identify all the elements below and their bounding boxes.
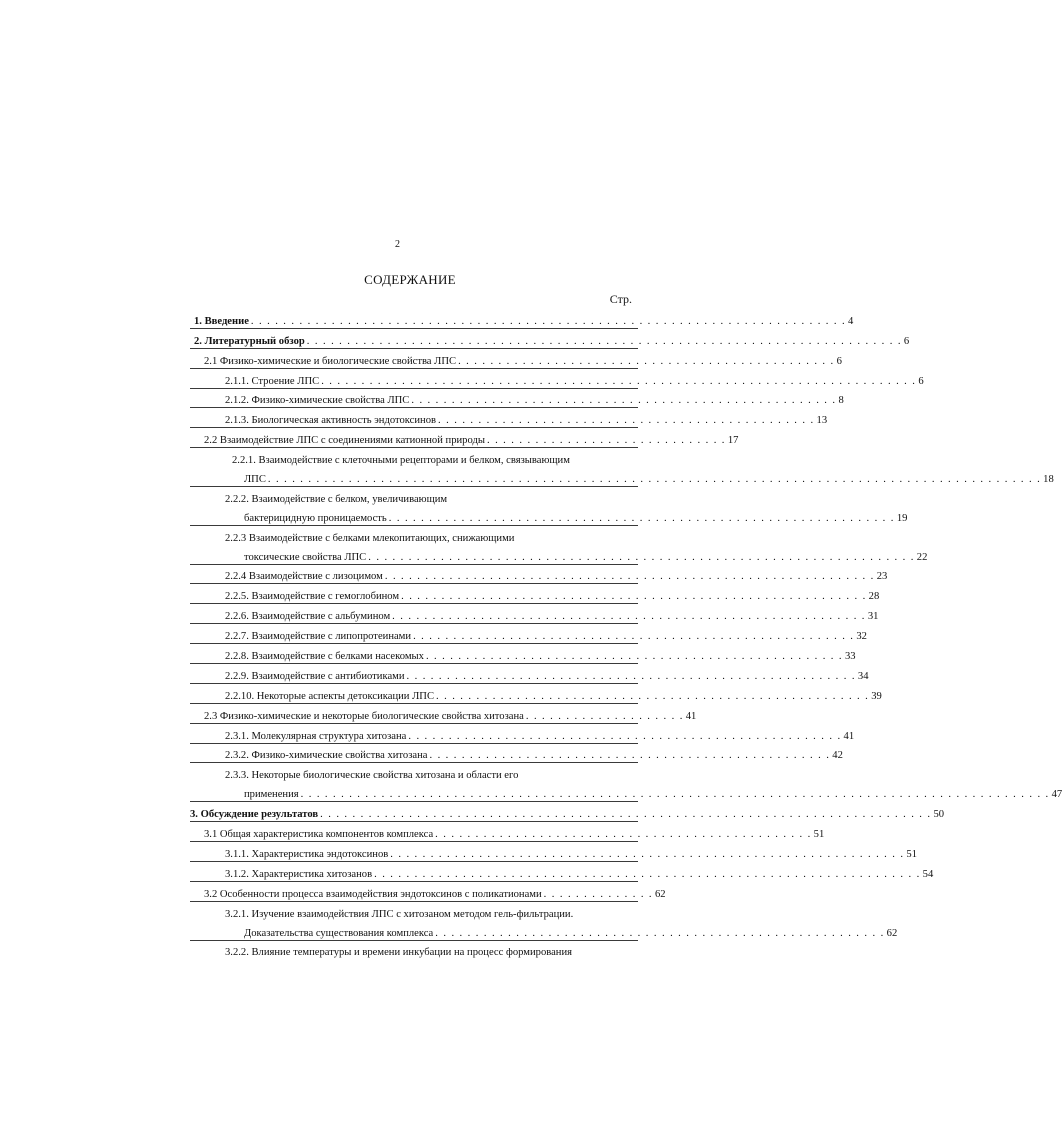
toc-leader-dots: . . . . . . . . . . . . . . . . . . . . . . . . . . . . . . . . . . . . . . . . . . . . . . . . . . [429,750,831,762]
toc-leader-dots: . . . . . . . . . . . . . . . . . . . . . . . . . . . . . . . . . . . . . . . . . . . . . . . . . . . . . . [436,690,870,702]
toc-entry-page: 28 [868,591,880,603]
toc-entry-text: 3.1.2. Характеристика хитозанов [225,868,373,880]
toc-leader-dots: . . . . . . . . . . . . . . . . . . . . . . . . . . . . . . . . . . . . . . . . . . . . . . . . . . . . . . . . . . . . . . . . . . . . [374,868,921,880]
toc-entry-2-3-2[interactable] [190,744,843,764]
toc-entry-2-2-9[interactable] [190,664,869,684]
toc-entry-text: 3.2.2. Влияние температуры и времени инкубации на процесс формирования [225,947,573,959]
toc-title: СОДЕРЖАНИЕ [364,272,456,287]
toc-leader-dots: . . . . . . . . . . . . . . . . . . . . . . . . . . . . . . . . . . . . . . . . . . . . . . . . . . . . . . . . . . [401,591,867,603]
toc-entry-page: 4 [848,315,854,327]
toc-entry-text: 2.2.2. Взаимодействие с белком, увеличивающим [225,493,448,505]
toc-entry-2-2-2-line2[interactable] [190,506,908,526]
toc-leader-dots: . . . . . . . . . . . . . . . . . . . . . . . . . . . . . . . . . . . . . . . . . . . . . . . . . . . . . . . . [406,670,856,682]
toc-entry-page: 54 [922,868,934,880]
toc-entry-text: применения [244,789,299,801]
toc-entry-2-3-1[interactable] [190,724,855,744]
toc-entry-page: 51 [906,848,918,860]
toc-entry-introduction[interactable] [190,309,854,329]
toc-entry-page: 32 [856,631,867,643]
toc-leader-dots: . . . . . . . . . . . . . . [543,888,653,900]
toc-entry-2-2-10[interactable] [190,684,882,704]
toc-entry-text: 2. Литературный обзор [194,335,305,347]
toc-leader-dots: . . . . . . . . . . . . . . . . . . . . . . . . . . . . . . . . . . . . . . . . . . . . . . . . . . . . . . . . . . . . . . . [388,512,895,524]
toc-leader-dots: . . . . . . . . . . . . . . . . . . . . . . . . . . . . . . . . . . . . . . . . . . . . . . . . . . . . . . . . . . . . . . . . . . . . . . . . . . [306,335,902,347]
toc-entry-page: 18 [1043,474,1054,486]
toc-entry-3-1-1[interactable] [190,842,918,862]
toc-entry-2-2-6[interactable] [190,604,879,624]
toc-entry-page: 34 [857,670,869,682]
toc-entry-page: 33 [844,651,856,663]
toc-entry-page: 17 [727,435,739,447]
toc-entry-2-2-1-line1[interactable] [190,448,638,467]
toc-entry-page: 13 [816,415,828,427]
toc-entry-text: токсические свойства ЛПС [244,551,367,563]
toc-leader-dots: . . . . . . . . . . . . . . . . . . . . . . . . . . . . . . . . . . . . . . . . . . . . . . . . . . . . . . . . . . . . . . . . . . . . [368,551,915,563]
toc-leader-dots: . . . . . . . . . . . . . . . . . . . . . . . . . . . . . . . . . . . . . . . . . . . . . . . . . . . . [425,651,843,663]
toc-entry-2-3-3-line2[interactable] [190,782,1062,802]
toc-leader-dots: . . . . . . . . . . . . . . . . . . . . . . . . . . . . . . [486,435,726,447]
toc-leader-dots: . . . . . . . . . . . . . . . . . . . . . . . . . . . . . . . . . . . . . . . . . . . . . . . [435,829,812,841]
toc-entry-text: 2.2.9. Взаимодействие с антибиотиками [225,670,405,682]
toc-entry-2-3-3-line1[interactable] [190,763,638,782]
toc-entry-page: 51 [813,829,825,841]
toc-entry-2-1[interactable] [190,349,842,369]
toc-entry-3-2-2-line1[interactable] [190,941,638,960]
toc-entry-text: 2.3.2. Физико-химические свойства хитозана [225,750,428,762]
toc-entry-page: 6 [836,355,842,367]
toc-leader-dots: . . . . . . . . . . . . . . . . . . . . . . . . . . . . . . . . . . . . . . . . . . . . . . . . . . . . . . . . . . . . . . . . . . . . . . . . . . [321,375,917,387]
toc-entry-text: 2.2.10. Некоторые аспекты детоксикации ЛПС [225,690,435,702]
toc-entry-text: 2.1.1. Строение ЛПС [225,375,320,387]
toc-entry-text: 3.2.1. Изучение взаимодействия ЛПС с хитозаном методом гель-фильтрации. [225,908,574,920]
page-column-label: Стр. [609,292,632,306]
toc-entry-page: 41 [685,710,697,722]
toc-leader-dots: . . . . . . . . . . . . . . . . . . . . . . . . . . . . . . . . . . . . . . . . . . . . . . . . . . . . . . . . . . . . . . . . [390,848,905,860]
toc-entry-text: 2.2.4 Взаимодействие с лизоцимом [225,571,383,583]
toc-entry-page: 41 [843,730,855,742]
toc-entry-2-2-3-line2[interactable] [190,545,928,565]
toc-entry-text: 2.2.8. Взаимодействие с белками насекомых [225,651,424,663]
toc-entry-page: 42 [832,750,843,762]
toc-entry-text: 1. Введение [194,315,249,327]
toc-entry-text: 2.3.3. Некоторые биологические свойства хитозана и области его [225,770,519,782]
toc-entry-page: 39 [871,690,882,702]
toc-entry-page: 62 [654,888,666,900]
toc-leader-dots: . . . . . . . . . . . . . . . . . . . . . . . . . . . . . . . . . . . . . . . . . . . . . . . . . . . . . . . . . . . . . [384,571,875,583]
toc-leader-dots: . . . . . . . . . . . . . . . . . . . . [525,710,684,722]
toc-entry-page: 23 [876,571,888,583]
toc-entry-text: 2.3.1. Молекулярная структура хитозана [225,730,407,742]
toc-entry-2-1-2[interactable] [190,389,844,409]
toc-entry-page: 47 [1051,789,1062,801]
toc-leader-dots: . . . . . . . . . . . . . . . . . . . . . . . . . . . . . . . . . . . . . . . . . . . . . . . . . . . . . . . . . . . . . . . . . . . . . . . . . . . . . . . . . . . . . . . . . . . . . . . . [267,474,1042,486]
toc-entry-2-1-1[interactable] [190,369,924,389]
toc-entry-page: 6 [903,335,910,347]
toc-entry-text: 2.2.1. Взаимодействие с клеточными рецепторами и белком, связывающим [232,455,570,467]
toc-leader-dots: . . . . . . . . . . . . . . . . . . . . . . . . . . . . . . . . . . . . . . . . . . . . . . . . . . . . . . . . . . . . . . . . . . . . . . . . . . . . [320,809,932,821]
toc-leader-dots: . . . . . . . . . . . . . . . . . . . . . . . . . . . . . . . . . . . . . . . . . . . . . . . . . . . . . . . . . . . . . . . . . . . . . . . . . . . . . . . . . . . . . . . . . . . . . [300,789,1050,801]
toc-entry-text: 2.1.3. Биологическая активность эндотоксинов [225,415,437,427]
toc-leader-dots: . . . . . . . . . . . . . . . . . . . . . . . . . . . . . . . . . . . . . . . . . . . . . . . [438,415,815,427]
toc-entry-page: 50 [933,809,945,821]
toc-entry-3-1[interactable] [190,822,825,842]
toc-entry-text: Доказательства существования комплекса [244,927,434,939]
toc-entry-page: 31 [867,611,879,623]
toc-entry-3-2[interactable] [190,882,666,902]
toc-entry-text: бактерицидную проницаемость [244,512,387,524]
toc-entry-page: 22 [916,551,928,563]
toc-entry-2-2-2-line1[interactable] [190,487,638,506]
toc-entry-text: ЛПС [244,474,266,486]
toc-leader-dots: . . . . . . . . . . . . . . . . . . . . . . . . . . . . . . . . . . . . . . . . . . . . . . . . . . . . . . . . . . . [392,611,866,623]
toc-entry-3-2-1-line1[interactable] [190,902,638,921]
toc-entry-text: 3.1 Общая характеристика компонентов комплекса [204,829,434,841]
toc-entry-text: 2.2.5. Взаимодействие с гемоглобином [225,591,400,603]
table-of-contents [190,309,1062,959]
toc-entry-page: 8 [838,395,844,407]
toc-entry-text: 2.2 Взаимодействие ЛПС с соединениями катионной природы [204,435,485,447]
toc-entry-literature-review[interactable] [190,329,910,349]
toc-leader-dots: . . . . . . . . . . . . . . . . . . . . . . . . . . . . . . . . . . . . . . . . . . . . . . . [458,355,835,367]
toc-entry-2-2-4[interactable] [190,565,888,585]
toc-entry-page: 62 [886,927,898,939]
toc-entry-2-3[interactable] [190,704,697,724]
toc-leader-dots: . . . . . . . . . . . . . . . . . . . . . . . . . . . . . . . . . . . . . . . . . . . . . . . . . . . . . [411,395,837,407]
toc-leader-dots: . . . . . . . . . . . . . . . . . . . . . . . . . . . . . . . . . . . . . . . . . . . . . . . . . . . . . . . . . . . . . . . . . . . . . . . . . . [250,315,847,327]
toc-entry-3-1-2[interactable] [190,862,934,882]
toc-entry-text: 2.2.6. Взаимодействие с альбумином [225,611,391,623]
toc-entry-2-2[interactable] [190,428,739,448]
toc-leader-dots: . . . . . . . . . . . . . . . . . . . . . . . . . . . . . . . . . . . . . . . . . . . . . . . . . . . . . . . . [435,927,885,939]
toc-entry-text: 2.2.7. Взаимодействие с липопротеинами [225,631,412,643]
toc-entry-text: 2.1.2. Физико-химические свойства ЛПС [225,395,410,407]
toc-entry-text: 3.2 Особенности процесса взаимодействия эндотоксинов с поликатионами [204,888,542,900]
toc-entry-results-discussion[interactable] [190,802,945,822]
toc-entry-2-1-3[interactable] [190,408,828,428]
toc-leader-dots: . . . . . . . . . . . . . . . . . . . . . . . . . . . . . . . . . . . . . . . . . . . . . . . . . . . . . . . [413,631,855,643]
toc-entry-text: 2.3 Физико-химические и некоторые биологические свойства хитозана [204,710,524,722]
toc-entry-page: 19 [896,512,908,524]
toc-entry-text: 2.2.3 Взаимодействие с белками млекопитающих, снижающими [225,532,515,544]
toc-entry-text: 2.1 Физико-химические и биологические свойства ЛПС [204,355,457,367]
toc-entry-2-2-3-line1[interactable] [190,526,638,545]
page-number: 2 [395,239,400,250]
toc-entry-2-2-5[interactable] [190,584,880,604]
toc-entry-2-2-7[interactable] [190,624,867,644]
toc-leader-dots: . . . . . . . . . . . . . . . . . . . . . . . . . . . . . . . . . . . . . . . . . . . . . . . . . . . . . . [408,730,842,742]
toc-entry-text: 3.1.1. Характеристика эндотоксинов [225,848,389,860]
toc-entry-3-2-1-line2[interactable] [190,921,898,941]
toc-entry-page: 6 [918,375,924,387]
toc-entry-2-2-1-line2[interactable] [190,467,1054,487]
toc-entry-2-2-8[interactable] [190,644,856,664]
toc-entry-text: 3. Обсуждение результатов [190,809,319,821]
